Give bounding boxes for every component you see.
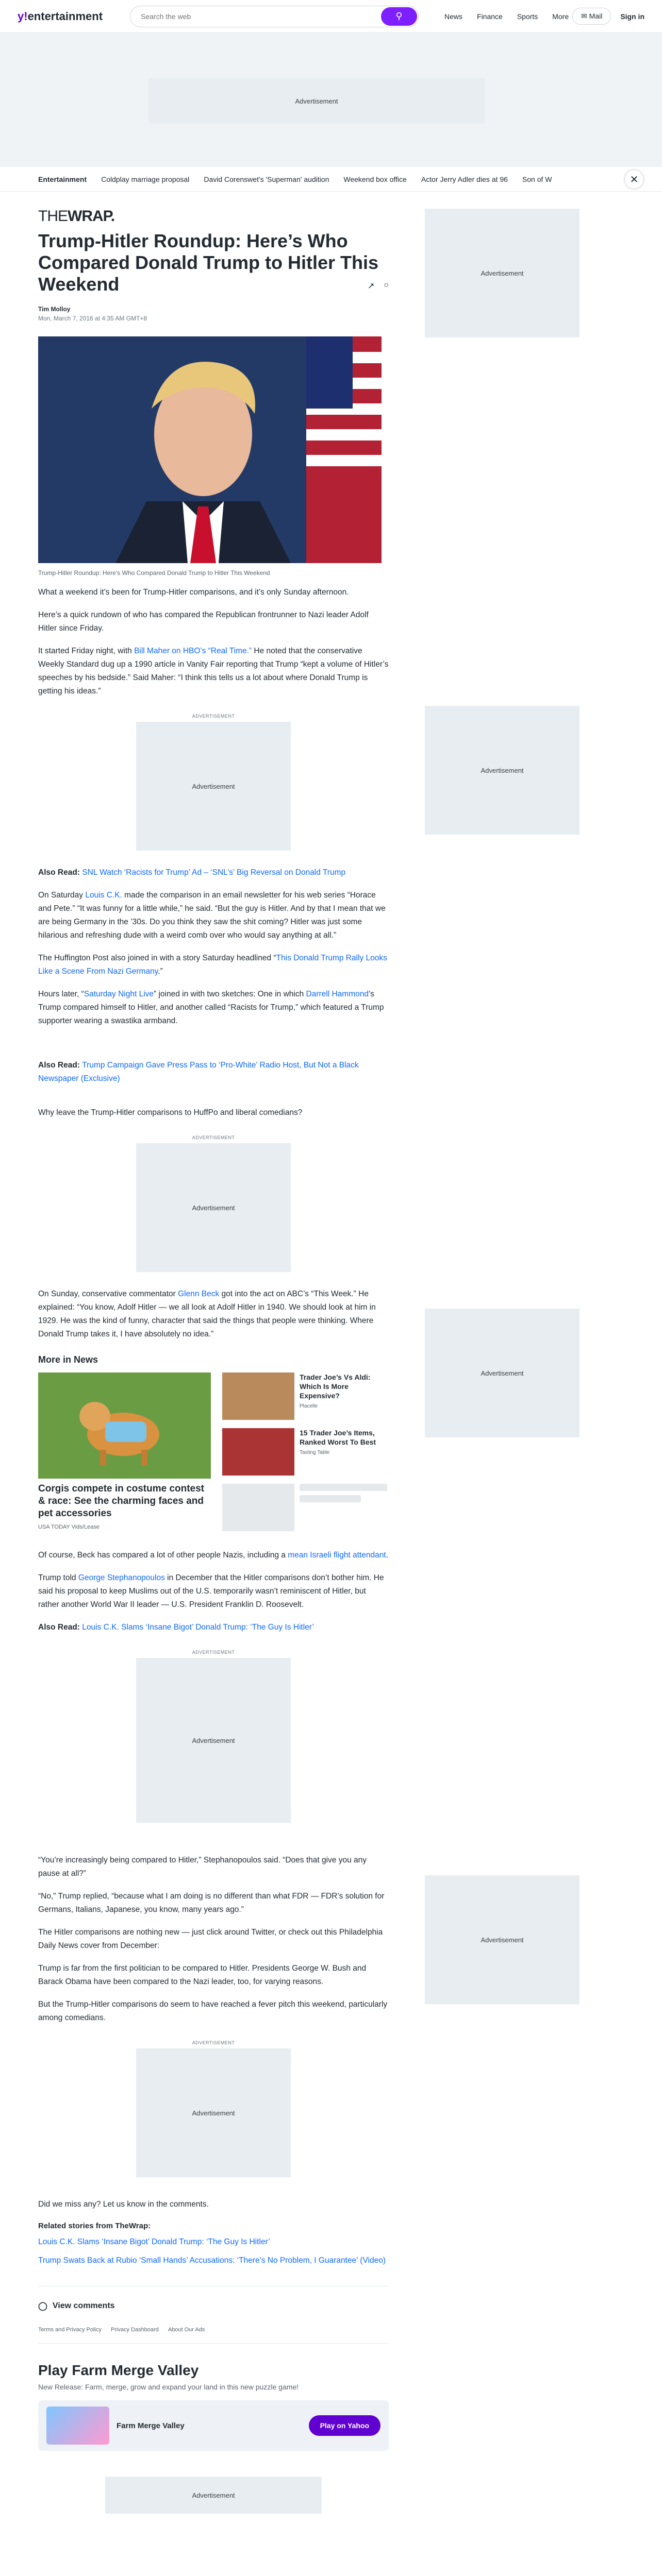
brand-rest: WRAP.	[68, 208, 115, 225]
news-thumb	[222, 1372, 294, 1420]
also-read	[38, 866, 389, 879]
paragraph	[38, 988, 389, 1028]
paragraph	[38, 645, 389, 698]
publisher-logo[interactable]	[38, 208, 389, 225]
skeleton-line	[300, 1484, 387, 1491]
paragraph: But the Trump-Hitler comparisons do seem to have reached a fever pitch this weekend, particularly among comedians.	[38, 2000, 388, 2022]
nav-sports[interactable]: Sports	[517, 12, 538, 21]
related-item	[38, 2235, 389, 2249]
ad-label: ADVERTISEMENT	[192, 1650, 235, 1655]
rail-ad-2[interactable]: Advertisement	[425, 706, 580, 835]
ad-label: ADVERTISEMENT	[192, 1135, 235, 1140]
top-nav	[444, 12, 569, 21]
text: Of course, Beck has compared a lot of other people Nazis, including a	[38, 1551, 288, 1560]
more-in-news	[38, 1372, 389, 1539]
view-comments-label: View comments	[52, 2301, 115, 2310]
also-read-link[interactable]: SNL Watch ‘Racists for Trump’ Ad – ‘SNL’s’ Big Reversal on Donald Trump	[82, 868, 346, 877]
brand-bold: THE	[38, 208, 68, 225]
share-bar	[368, 281, 389, 291]
footer-link[interactable]: Privacy Dashboard	[110, 2327, 159, 2333]
news-side-item[interactable]	[222, 1372, 387, 1420]
hero-caption: Trump-Hitler Roundup: Here's Who Compared Donald Trump to Hitler This Weekend	[38, 569, 270, 577]
game-heading: Play Farm Merge Valley	[38, 2362, 199, 2378]
news-side-title: 15 Trader Joe’s Items, Ranked Worst To Best	[300, 1429, 376, 1446]
skeleton-line	[300, 1495, 361, 1502]
news-main-title[interactable]: Corgis compete in costume contest & race: See the charming faces and pet accessories	[38, 1483, 205, 1519]
related-link[interactable]: Trump Swats Back at Rubio ‘Small Hands’ Accusations: ‘There’s No Problem, I Guarantee’ (Video)	[38, 2256, 386, 2265]
related-heading: Related stories from TheWrap:	[38, 2222, 151, 2230]
paragraph: “You’re increasingly being compared to Hitler,” Stephanopoulos said. “Does that give you any pause at all?”	[38, 1856, 367, 1878]
also-read-label: Also Read:	[38, 868, 82, 877]
paragraph	[38, 1287, 389, 1341]
text: ” joined in with two sketches: One in which	[154, 990, 306, 998]
text: in December that the Hitler comparisons don’t bother him. He said his proposal to keep Muslims out of the U.S. temporarily wasn’t reminiscent of Hitler, but rather another World War II leader — U.S. President Franklin D. Roosevelt.	[38, 1573, 384, 1609]
news-side-source: Placelle	[300, 1403, 318, 1409]
mail-button[interactable]	[572, 8, 611, 25]
text: On Sunday, conservative commentator	[38, 1290, 178, 1298]
comment-icon[interactable]: ○	[384, 281, 389, 290]
subnav-item[interactable]: Actor Jerry Adler dies at 96	[421, 175, 508, 183]
paragraph: The Hitler comparisons are nothing new — just click around Twitter, or check out this Philadelphia Daily News cover from December:	[38, 1928, 383, 1950]
subnav-item[interactable]: Son of W	[522, 175, 552, 183]
corgi-photo	[38, 1372, 211, 1479]
inline-ad-2[interactable]: Advertisement	[136, 1143, 291, 1272]
also-read-label: Also Read:	[38, 1061, 82, 1070]
rail-ad-4[interactable]: Advertisement	[425, 1875, 580, 2004]
mail-icon: ✉	[581, 12, 589, 20]
news-side-placeholder	[222, 1484, 387, 1531]
trending-subnav	[0, 167, 662, 192]
paragraph	[38, 1549, 389, 1562]
nav-finance[interactable]: Finance	[477, 12, 503, 21]
top-bar	[0, 0, 662, 33]
game-name: Farm Merge Valley	[117, 2421, 185, 2430]
inline-link[interactable]: This Donald Trump Rally Looks Like a Scene From Nazi Germany	[38, 954, 387, 976]
paragraph: Why leave the Trump-Hitler comparisons to HuffPo and liberal comedians?	[38, 1108, 303, 1117]
inline-link[interactable]: Glenn Beck	[178, 1290, 220, 1298]
more-in-news-heading: More in News	[38, 1354, 98, 1365]
article-author[interactable]: Tim Molloy	[38, 306, 71, 313]
paragraph	[38, 1571, 389, 1612]
close-icon[interactable]: ✕	[625, 170, 643, 189]
news-main-source: USA TODAY Vids/Lease	[38, 1524, 100, 1530]
game-thumbnail	[46, 2406, 109, 2445]
paragraph	[38, 952, 389, 978]
also-read	[38, 1621, 389, 1634]
text: ’s Trump compared himself to Hitler, and another called “Racists for Trump,” which featured a Trump supporter wearing a swastika armband.	[38, 990, 384, 1025]
paragraph: “No,” Trump replied, “because what I am doing is no different than what FDR — FDR’s solution for Germans, Italians, Japanese, you know, many years ago.”	[38, 1892, 385, 1914]
also-read-link[interactable]: Trump Campaign Gave Press Pass to ‘Pro-White’ Radio Host, But Not a Black Newspaper (Exclusive)	[38, 1061, 359, 1083]
article-main	[38, 198, 389, 2514]
inline-link[interactable]: Saturday Night Live	[84, 990, 154, 998]
share-icon[interactable]: ↗	[367, 282, 375, 291]
subnav-item[interactable]: David Corenswet's 'Superman' audition	[204, 175, 329, 183]
mail-label: Mail	[589, 12, 603, 20]
text: made the comparison in an email newsletter for his web series “Horace and Pete.” “It was funny for a little while,” he said. “But the guy is Hitler. And by that I mean that we are being Germany in the ’30s. Do you think they saw the shit coming? Hitler was just some hilarious and refreshing dude with a weird comb over who would say anything at all.”	[38, 891, 386, 940]
paragraph	[38, 889, 389, 942]
text: Hours later, “	[38, 990, 84, 998]
nav-news[interactable]: News	[444, 12, 463, 21]
paragraph: Here’s a quick rundown of who has compared the Republican frontrunner to Nazi leader Adolf Hitler since Friday.	[38, 611, 369, 633]
text: Trump told	[38, 1573, 78, 1582]
also-read-link[interactable]: Louis C.K. Slams ‘Insane Bigot’ Donald Trump: ‘The Guy Is Hitler’	[82, 1623, 314, 1632]
corgi-image	[38, 1372, 211, 1479]
view-comments-button[interactable]	[38, 2286, 389, 2311]
related-link[interactable]: Louis C.K. Slams ‘Insane Bigot’ Donald Trump: ‘The Guy Is Hitler’	[38, 2238, 270, 2246]
also-read-label: Also Read:	[38, 1623, 82, 1632]
footer-link[interactable]: About Our Ads	[168, 2327, 205, 2333]
inline-ad-4[interactable]: Advertisement	[136, 2048, 291, 2177]
paragraph: Trump is far from the first politician to be compared to Hitler. Presidents George W. Bush and Barack Obama have been compared to the Nazi leader, too, for varying reasons.	[38, 1964, 367, 1986]
game-subtitle: New Release: Farm, merge, grow and expand your land in this new puzzle game!	[38, 2383, 299, 2391]
ad-label: ADVERTISEMENT	[192, 714, 235, 719]
article-title: Trump-Hitler Roundup: Here’s Who Compared Donald Trump to Hitler This Weekend	[38, 230, 379, 295]
paragraph: What a weekend it’s been for Trump-Hitler comparisons, and it’s only Sunday afternoon.	[38, 588, 349, 597]
play-button[interactable]: Play on Yahoo	[309, 2415, 380, 2436]
placeholder-thumb	[222, 1484, 294, 1531]
account-area	[572, 8, 644, 25]
yahoo-entertainment-logo[interactable]	[18, 10, 105, 23]
text: got into the act on ABC’s “This Week.” He explained: “You know, Adolf Hitler — we all look at Adolf Hitler in 1940. We should look at him in 1929. He was the kind of funny, character that said the things that people were thinking. Where Donald Trump takes it, I have absolutely no idea.”	[38, 1290, 376, 1338]
text: The Huffington Post also joined in with a story Saturday headlined “	[38, 954, 276, 962]
comment-bubble-icon: ◯	[38, 2302, 47, 2311]
inline-link[interactable]: mean Israeli flight attendant	[288, 1551, 386, 1560]
signin-link[interactable]: Sign in	[620, 12, 644, 21]
top-ad-region	[0, 33, 662, 167]
search-icon: ⚲	[395, 11, 403, 21]
news-side-source: Tasting Table	[300, 1450, 330, 1455]
news-thumb	[222, 1428, 294, 1476]
logo-text: entertainment	[27, 9, 103, 23]
rail-ad-1[interactable]: Advertisement	[425, 209, 580, 337]
inline-link[interactable]: Louis C.K.	[85, 891, 122, 900]
subnav-section[interactable]: Entertainment	[38, 175, 87, 183]
footer-link[interactable]: Terms and Privacy Policy	[38, 2327, 102, 2333]
bottom-ad[interactable]: Advertisement	[105, 2477, 322, 2514]
related-item	[38, 2254, 389, 2267]
search-input[interactable]	[141, 12, 368, 21]
search-button[interactable]	[381, 7, 417, 26]
inline-link[interactable]: Darrell Hammond	[306, 990, 369, 998]
text: On Saturday	[38, 891, 86, 900]
ad-label: ADVERTISEMENT	[192, 2040, 235, 2045]
news-side-list	[222, 1372, 387, 1539]
news-side-title: Trader Joe’s Vs Aldi: Which Is More Expensive?	[300, 1373, 371, 1400]
hero-image	[38, 336, 382, 563]
paragraph: Did we miss any? Let us know in the comments.	[38, 2200, 209, 2209]
game-card[interactable]	[38, 2400, 389, 2451]
inline-ad-1[interactable]: Advertisement	[136, 722, 291, 851]
trump-photo	[38, 336, 382, 563]
nav-more[interactable]: More	[552, 12, 569, 21]
text: It started Friday night, with	[38, 647, 135, 655]
article-date: Mon, March 7, 2016 at 4:35 AM GMT+8	[38, 315, 147, 322]
inline-link[interactable]: Bill Maher on HBO’s “Real Time.”	[134, 647, 252, 655]
text: .	[386, 1551, 388, 1560]
search-bar	[130, 6, 419, 27]
text: .”	[158, 967, 163, 976]
text: He noted that the conservative Weekly Standard dug up a 1990 article in Vanity Fair reporting that Trump “kept a volume of Hitler’s speeches by his bedside.” Said Maher: “I think this tells us a lot about where Donald Trump is getting his ideas.”	[38, 647, 389, 696]
rail-ad-3[interactable]: Advertisement	[425, 1309, 580, 1437]
also-read	[38, 1059, 389, 1086]
inline-link[interactable]: George Stephanopoulos	[78, 1573, 165, 1582]
inline-ad-3[interactable]: Advertisement	[136, 1658, 291, 1823]
news-side-item[interactable]	[222, 1428, 387, 1476]
subnav-item[interactable]: Coldplay marriage proposal	[101, 175, 190, 183]
news-card-main[interactable]	[38, 1372, 211, 1539]
subnav-item[interactable]: Weekend box office	[343, 175, 407, 183]
top-advertisement[interactable]: Advertisement	[148, 78, 485, 124]
footer-links	[38, 2327, 389, 2344]
logo-prefix: y!	[18, 9, 28, 23]
